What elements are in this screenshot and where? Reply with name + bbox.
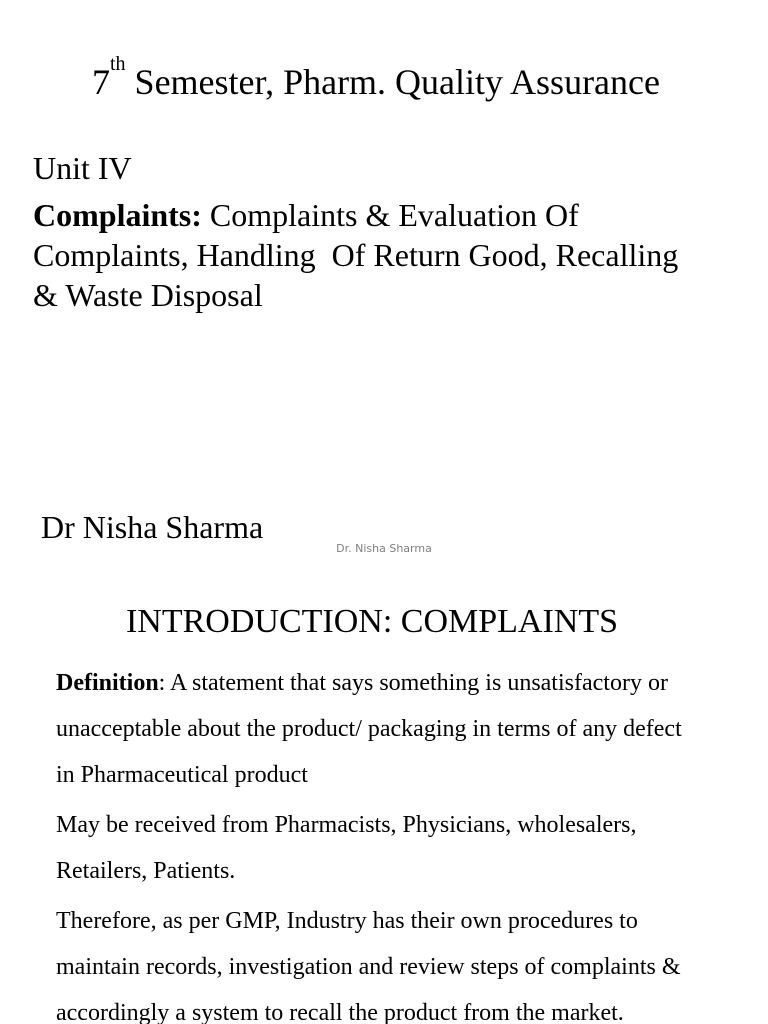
topics-line-2: Complaints, Handling Of Return Good, Recalling bbox=[33, 237, 679, 273]
title-text: Semester, Pharm. Quality Assurance bbox=[125, 62, 660, 102]
topics-text bbox=[33, 195, 733, 315]
definition-line-3: in Pharmaceutical product bbox=[56, 762, 308, 788]
title-superscript: th bbox=[109, 53, 126, 75]
received-paragraph bbox=[56, 802, 746, 894]
introduction-slide bbox=[0, 580, 768, 1024]
received-line-2: Retailers, Patients. bbox=[56, 858, 236, 884]
definition-label: Definition bbox=[56, 670, 159, 696]
slide-title bbox=[0, 53, 752, 106]
slide-title: INTRODUCTION: COMPLAINTS bbox=[125, 603, 619, 640]
title-number: 7 bbox=[91, 62, 110, 102]
topics-line-1-text: Complaints & Evaluation Of bbox=[201, 197, 579, 233]
definition-paragraph bbox=[56, 660, 746, 798]
topics-line-1 bbox=[33, 195, 733, 235]
topics-line-3: & Waste Disposal bbox=[33, 277, 263, 313]
received-line-1: May be received from Pharmacists, Physicians, wholesalers, bbox=[56, 812, 637, 838]
definition-line-1-text: : A statement that says something is unsatisfactory or bbox=[158, 670, 668, 696]
unit-label: Unit IV bbox=[33, 150, 132, 186]
gmp-paragraph bbox=[56, 898, 746, 1024]
gmp-line-2: maintain records, investigation and review steps of complaints & bbox=[56, 954, 681, 980]
definition-line-1 bbox=[56, 660, 746, 706]
gmp-line-1: Therefore, as per GMP, Industry has their own procedures to bbox=[56, 908, 638, 934]
author-name: Dr Nisha Sharma bbox=[41, 509, 264, 545]
gmp-line-3: accordingly a system to recall the product from the market. bbox=[56, 1000, 624, 1024]
slide-body bbox=[56, 660, 746, 1024]
definition-line-2: unacceptable about the product/ packaging in terms of any defect bbox=[56, 716, 682, 742]
slide-footer: Dr. Nisha Sharma bbox=[336, 542, 432, 555]
topics-label: Complaints: bbox=[33, 197, 202, 233]
